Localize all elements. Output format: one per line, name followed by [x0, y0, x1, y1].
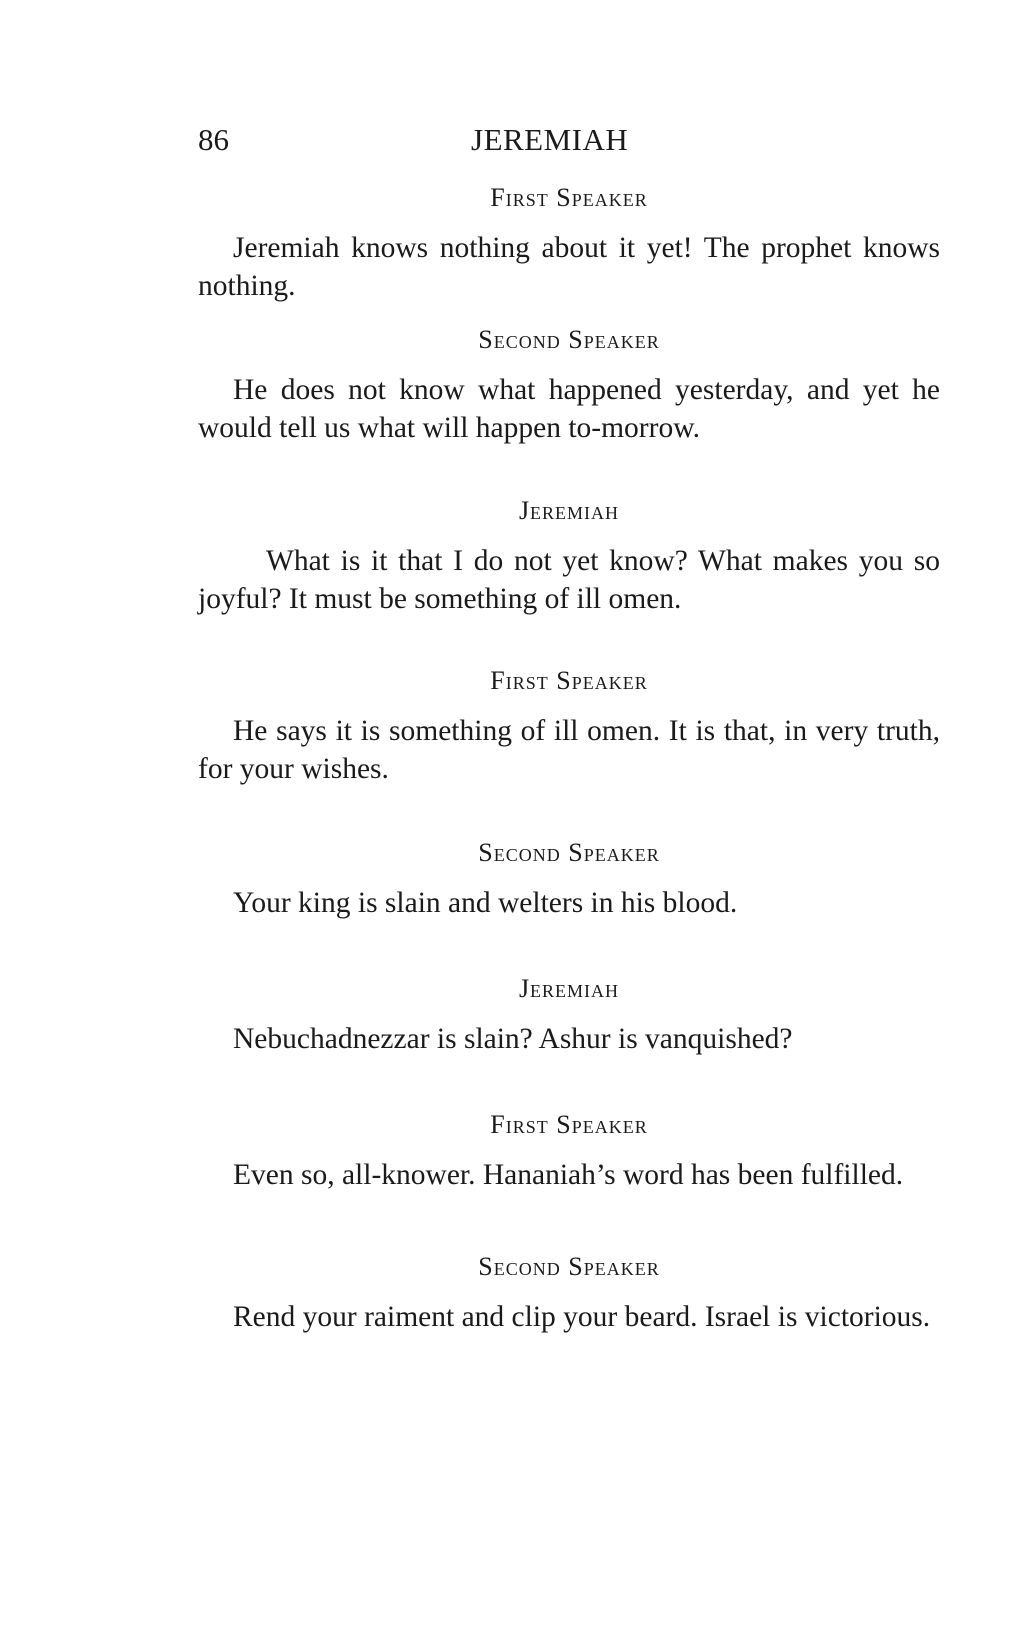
dialogue-block: [198, 666, 940, 788]
speech-text: He does not know what happened yesterday, and yet he would tell us what will happen to-morrow.: [198, 374, 940, 444]
speech-text: Rend your raiment and clip your beard. Israel is victorious.: [233, 1301, 931, 1333]
speaker-name: First Speaker: [490, 666, 648, 695]
speaker-name: Second Speaker: [478, 325, 660, 354]
speaker-name: Second Speaker: [478, 838, 660, 867]
speech-text: Jeremiah knows nothing about it yet! The prophet knows nothing.: [198, 232, 940, 302]
dialogue-block: [198, 325, 940, 447]
speaker-name: First Speaker: [490, 183, 648, 212]
dialogue-block: [198, 1110, 940, 1194]
dialogue-block: [198, 496, 940, 618]
speech-text: Nebuchadnezzar is slain? Ashur is vanquished?: [233, 1023, 793, 1055]
dialogue-block: [198, 838, 940, 922]
speech-text: He says it is something of ill omen. It is that, in very truth, for your wishes.: [198, 715, 940, 785]
dialogue-block: [198, 1252, 940, 1336]
speech-text: Your king is slain and welters in his blood.: [233, 887, 738, 919]
running-title: JEREMIAH: [471, 122, 629, 157]
page-number: 86: [198, 122, 229, 157]
speaker-name: Jeremiah: [518, 974, 620, 1003]
dialogue-block: [198, 183, 940, 305]
speaker-name: Second Speaker: [478, 1252, 660, 1281]
speech-text: Even so, all-knower. Hananiah’s word has been fulfilled.: [233, 1159, 904, 1191]
dialogue-block: [198, 974, 940, 1058]
speech-text: What is it that I do not yet know? What makes you so joyful? It must be something of ill omen.: [198, 545, 940, 615]
speaker-name: Jeremiah: [518, 496, 620, 525]
speaker-name: First Speaker: [490, 1110, 648, 1139]
